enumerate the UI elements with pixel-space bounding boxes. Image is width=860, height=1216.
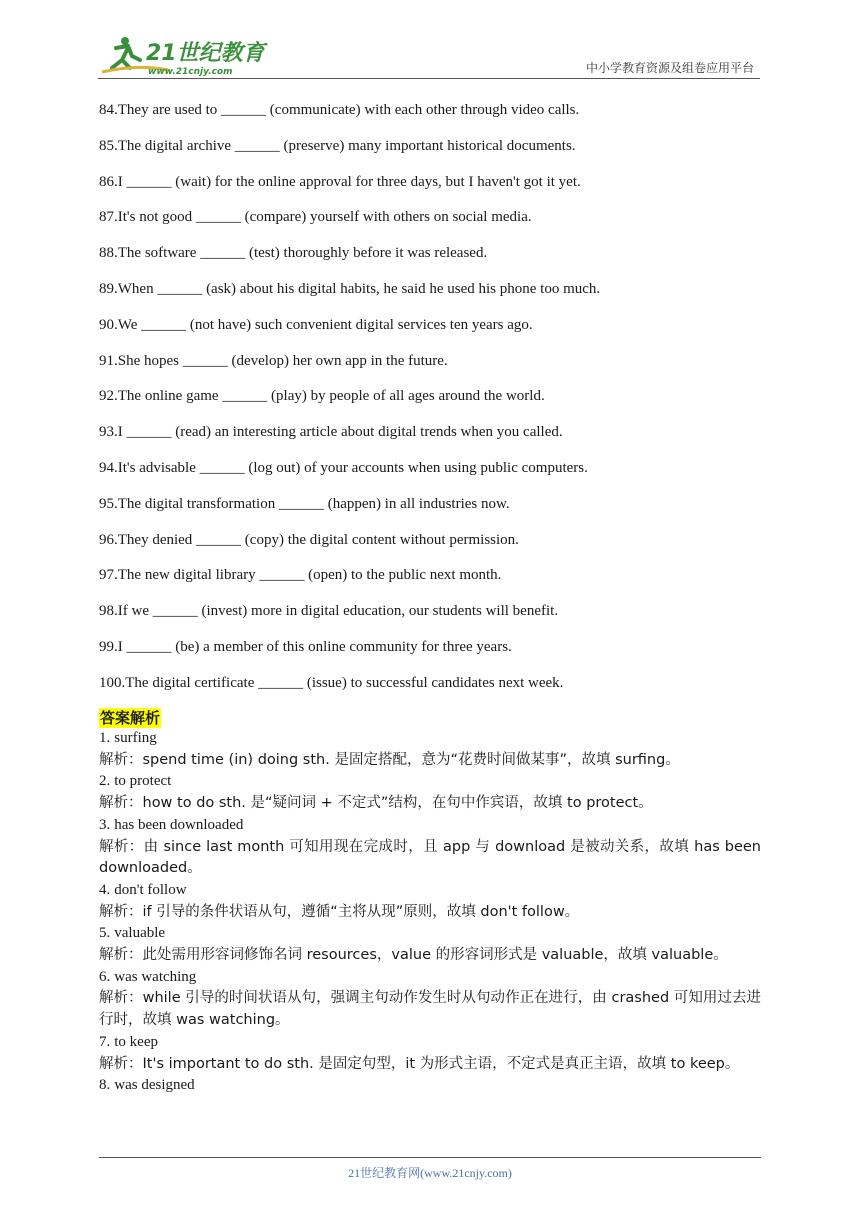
question-item (99, 280, 759, 316)
question-text: It's advisable ______ (log out) of your accounts when using public computers. (117, 459, 588, 476)
question-number: 98. (99, 603, 118, 620)
logo-url: www.21cnjy.com (148, 67, 233, 76)
question-text: If we ______ (invest) more in digital education, our students will benefit. (117, 603, 559, 620)
question-text: When ______ (ask) about his digital habits, he said he used his phone too much. (117, 280, 601, 297)
platform-name: 中小学教育资源及组卷应用平台 (585, 61, 754, 75)
question-text: She hopes ______ (develop) her own app in the future. (117, 352, 448, 369)
answer-explanation: 解析：if 引导的条件状语从句，遵循“主将从现”原则，故填 don't follow。 (99, 903, 580, 920)
question-item (99, 459, 759, 495)
question-item (99, 208, 759, 244)
question-number: 95. (99, 495, 118, 512)
question-number: 99. (99, 638, 118, 655)
question-number: 84. (99, 102, 118, 118)
question-text: I ______ (wait) for the online approval for three days, but I haven't got it yet. (117, 173, 581, 190)
answer-item (99, 815, 761, 837)
answer-number: 7. (99, 1033, 111, 1050)
question-number: 87. (99, 209, 118, 226)
question-number: 86. (99, 173, 118, 190)
question-text: We ______ (not have) such convenient digital services ten years ago. (117, 316, 533, 333)
answer-number: 4. (99, 881, 111, 898)
page-footer: 21世纪教育网(www.21cnjy.com) (348, 1166, 512, 1180)
answer-item (99, 1032, 761, 1054)
site-logo (98, 34, 268, 76)
answers-heading: 答案解析 (100, 709, 161, 727)
question-number: 94. (99, 459, 118, 476)
answer-item (99, 728, 761, 750)
question-number: 96. (99, 531, 118, 548)
answer-text: to protect (114, 773, 172, 790)
answer-text: valuable (114, 925, 166, 942)
question-item (99, 101, 759, 137)
question-text: The new digital library ______ (open) to the public next month. (117, 567, 502, 584)
answer-explanation: 解析：how to do sth. 是“疑问词 + 不定式”结构，在句中作宾语，故填 to protect。 (99, 795, 653, 812)
answer-item (99, 771, 761, 793)
question-number: 93. (99, 424, 118, 441)
question-text: The digital archive ______ (preserve) many important historical documents. (117, 137, 576, 154)
question-item (99, 674, 759, 710)
answer-text: has been downloaded (114, 816, 244, 833)
question-list (99, 101, 759, 710)
question-number: 85. (99, 137, 118, 154)
question-item (99, 244, 759, 280)
answer-number: 2. (99, 773, 111, 790)
answer-text: don't follow (114, 881, 187, 898)
answer-text: to keep (114, 1033, 158, 1050)
answer-text: was designed (114, 1077, 195, 1094)
answer-item (99, 967, 761, 989)
question-text: They denied ______ (copy) the digital content without permission. (117, 531, 519, 548)
footer-divider (99, 1157, 761, 1158)
question-text: The online game ______ (play) by people of all ages around the world. (117, 388, 545, 405)
answer-number: 8. (99, 1077, 111, 1094)
question-number: 92. (99, 388, 118, 405)
question-number: 97. (99, 567, 118, 584)
answer-explanation: 解析：It's important to do sth. 是固定句型，it 为形式主语，不定式是真正主语，故填 to keep。 (99, 1055, 740, 1072)
question-item (99, 602, 759, 638)
answer-explanation: 解析：此处需用形容词修饰名词 resources，value 的形容词形式是 valuable，故填 valuable。 (99, 947, 728, 964)
question-text: They are used to ______ (communicate) with each other through video calls. (117, 102, 580, 118)
answer-section (99, 708, 761, 1097)
question-item (99, 423, 759, 459)
answer-item (99, 880, 761, 902)
answer-explanation: 解析：while 引导的时间状语从句，强调主句动作发生时从句动作正在进行，由 crashed 可知用过去进行时，故填 was watching。 (99, 990, 761, 1029)
answer-text: was watching (114, 968, 197, 985)
question-item (99, 137, 759, 173)
question-item (99, 387, 759, 423)
question-number: 90. (99, 316, 118, 333)
question-text: I ______ (read) an interesting article about digital trends when you called. (117, 424, 563, 441)
question-item (99, 531, 759, 567)
page-header (98, 30, 760, 79)
question-number: 89. (99, 280, 118, 297)
answer-explanation: 解析：spend time (in) doing sth. 是固定搭配，意为“花费时间做某事”，故填 surfing。 (99, 751, 680, 768)
question-text: I ______ (be) a member of this online community for three years. (117, 638, 512, 655)
question-number: 100. (99, 674, 126, 691)
question-item (99, 495, 759, 531)
answer-text: surfing (114, 730, 157, 746)
answer-number: 5. (99, 925, 111, 942)
answer-item (99, 1075, 761, 1097)
answer-number: 3. (99, 816, 111, 833)
question-number: 88. (99, 245, 118, 262)
question-item (99, 638, 759, 674)
question-text: The software ______ (test) thoroughly before it was released. (117, 245, 488, 262)
answer-item (99, 923, 761, 945)
question-item (99, 316, 759, 352)
answer-list (99, 728, 761, 1097)
question-item (99, 352, 759, 388)
logo-text: 21世纪教育 (146, 41, 265, 66)
question-text: The digital transformation ______ (happen) in all industries now. (117, 495, 510, 512)
question-number: 91. (99, 352, 118, 369)
question-item (99, 173, 759, 209)
question-item (99, 566, 759, 602)
answers-heading-row (99, 708, 761, 728)
answer-number: 6. (99, 968, 111, 985)
answer-number: 1. (99, 730, 111, 746)
question-text: It's not good ______ (compare) yourself with others on social media. (117, 209, 532, 226)
answer-explanation: 解析：由 since last month 可知用现在完成时，且 app 与 download 是被动关系，故填 has been downloaded。 (99, 838, 761, 877)
question-text: The digital certificate ______ (issue) to successful candidates next week. (125, 674, 564, 691)
